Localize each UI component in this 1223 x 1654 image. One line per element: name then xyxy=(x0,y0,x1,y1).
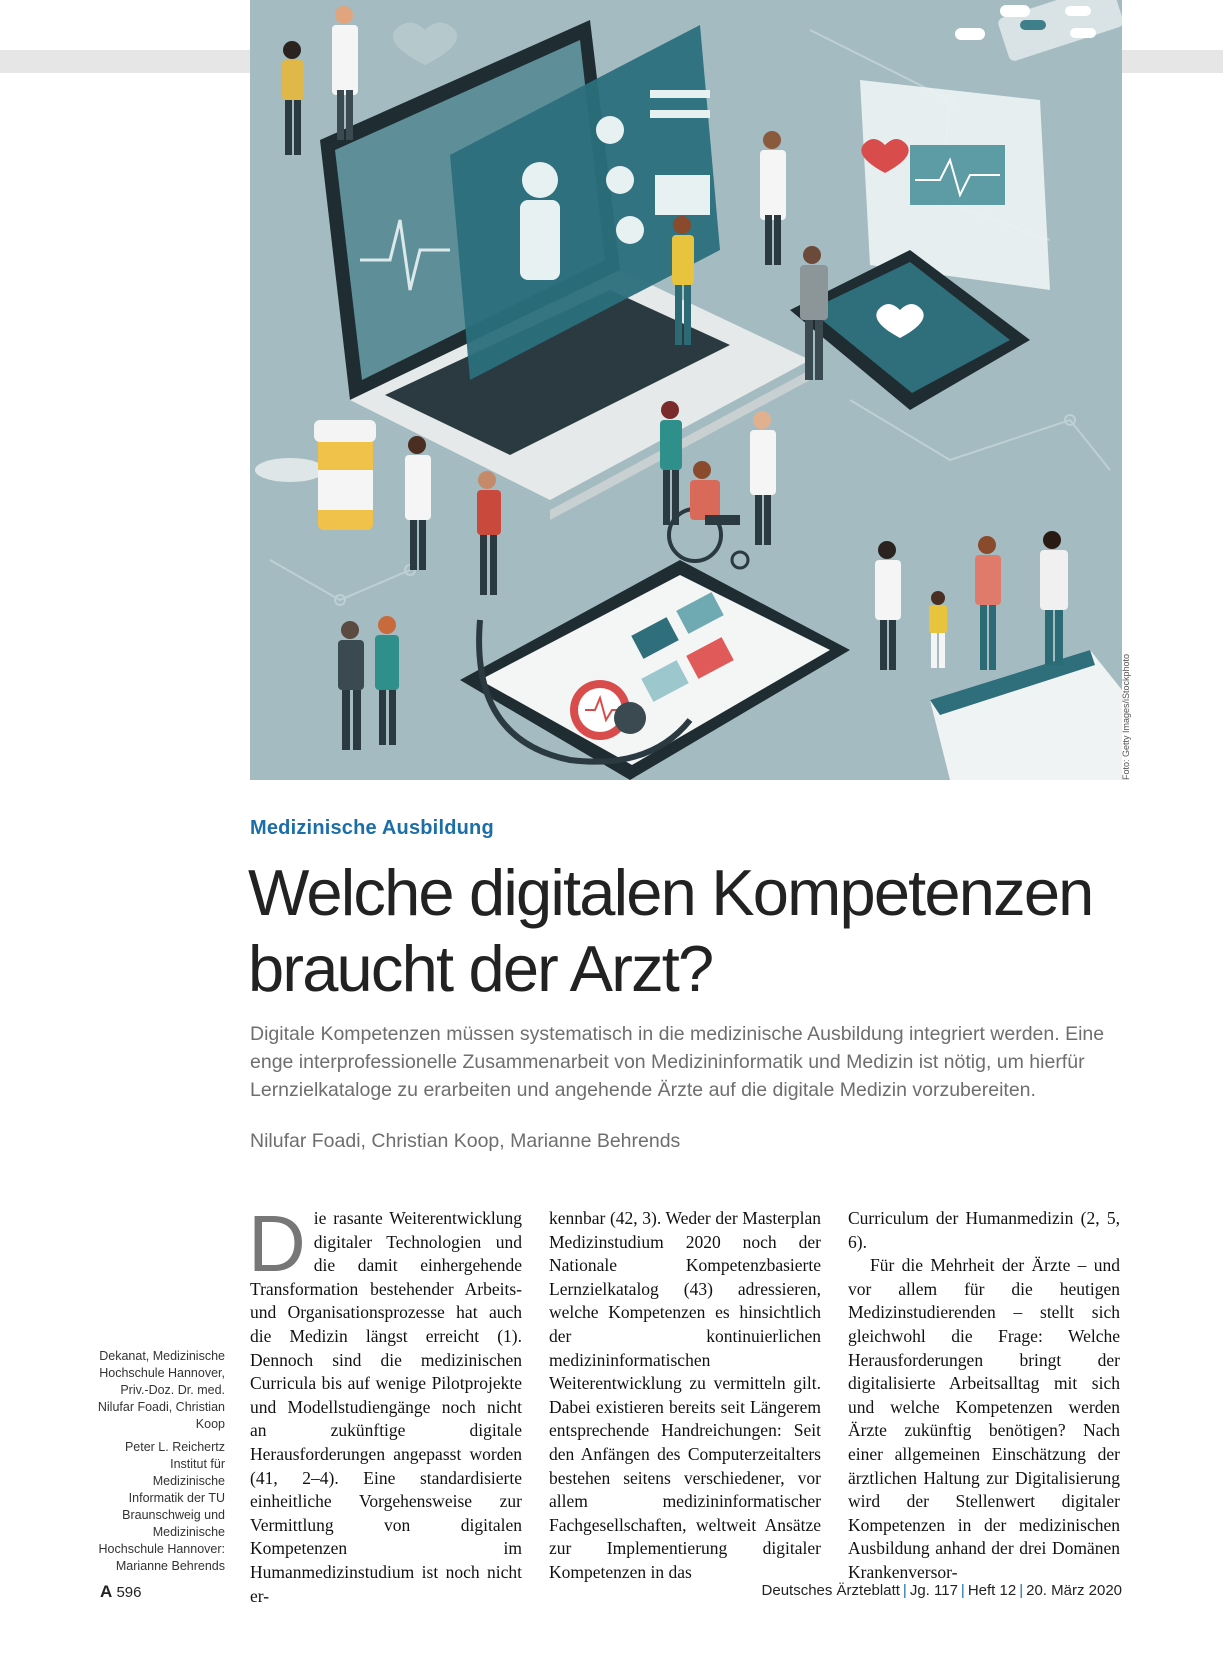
journal-issue: Heft 12 xyxy=(967,1582,1017,1599)
drop-cap: D xyxy=(248,1199,306,1288)
body-column-2 xyxy=(549,1207,821,1585)
page-number-value: 596 xyxy=(116,1584,142,1601)
section-kicker: Medizinische Ausbildung xyxy=(250,817,494,839)
article-lead: Digitale Kompetenzen müssen systematisch in die medizinische Ausbildung integriert werden. Eine enge interprofessionelle Zusammenarbeit von Medizininformatik und Medizin ist nötig, um hierfür Lernzielkataloge zu erarbeiten und angehende Ärzte auf die digitale Medizin vorzubereiten. xyxy=(250,1023,1105,1101)
body-paragraph-3b: Für die Mehrheit der Ärzte – und vor allem für die heutigen Medizinstudierenden – stellt sich gleichwohl die Frage: Welche Herausforderungen bringt der digitalisierte Arbeitsalltag mit sich und welche Kompetenzen werden Ärzte zukünftig benötigen? Nach einer allgemeinen Einschätzung der ärztlichen Haltung zur Digitalisierung wird der Stellenwert digitaler Kompetenzen in der medizinischen Ausbildung anhand der drei Domänen Krankenversor- xyxy=(848,1255,1120,1582)
body-column-1 xyxy=(248,1199,522,1608)
affiliation-2: Peter L. Reichertz Institut für Medizinische Informatik der TU Braunschweig und Medizinische Hochschule Hannover: Marianne Behrends xyxy=(98,1440,225,1573)
hero-illustration xyxy=(250,0,1122,780)
top-band-right xyxy=(1122,50,1223,73)
affiliations xyxy=(96,1348,225,1581)
body-paragraph-2: kennbar (42, 3). Weder der Masterplan Medizinstudium 2020 noch der Nationale Kompetenzbasierte Lernzielkatalog (43) adressieren, welche Kompetenzen es hinsichtlich der kontinuierlichen medizininformatischen Weiterentwicklung zu vermitteln gilt. Dabei existieren bereits seit Längerem entsprechende Handreichungen: Seit den Anfängen des Computerzeitalters bestehen seitens verschiedener, vor allem medizininformatischer Fachgesellschaften, weltweit Ansätze zur Implementierung digitaler Kompetenzen in das xyxy=(549,1208,821,1582)
body-column-3 xyxy=(848,1207,1120,1585)
title-line-1: Welche digitalen Kompetenzen xyxy=(248,856,1093,929)
body-paragraph-3a: Curriculum der Humanmedizin (2, 5, 6). xyxy=(848,1208,1120,1252)
top-band-left xyxy=(0,50,250,73)
journal-volume: Jg. 117 xyxy=(909,1582,958,1599)
article-authors: Nilufar Foadi, Christian Koop, Marianne Behrends xyxy=(250,1130,681,1152)
affiliation-1: Dekanat, Medizinische Hochschule Hannover, Priv.-Doz. Dr. med. Nilufar Foadi, Christian Koop xyxy=(97,1349,225,1431)
photo-credit: Foto: Getty Images/iStockphoto xyxy=(1121,653,1131,780)
journal-date: 20. März 2020 xyxy=(1026,1582,1122,1599)
article-title xyxy=(248,855,1148,1007)
page-number xyxy=(100,1582,141,1602)
journal-name: Deutsches Ärzteblatt xyxy=(761,1582,900,1599)
page-prefix: A xyxy=(100,1582,113,1601)
title-line-2: braucht der Arzt? xyxy=(248,932,713,1005)
journal-footer: Deutsches Ärzteblatt | Jg. 117 | Heft 12 | 20. März 2020 xyxy=(761,1582,1122,1599)
body-paragraph-1: ie rasante Weiterentwicklung digitaler Technologien und die damit einhergehende Transformation bestehender Arbeits- und Organisationsprozesse hat auch die Medizin längst erreicht (1). Dennoch sind die medizinischen Curricula bis auf wenige Pilotprojekte und Modellstudiengänge noch nicht an zukünftige digitale Herausforderungen angepasst worden (41, 2–4). Eine standardisierte einheitliche Vorgehensweise zur Vermittlung von digitalen Kompetenzen im Humanmedizinstudium ist noch nicht er- xyxy=(250,1208,522,1606)
